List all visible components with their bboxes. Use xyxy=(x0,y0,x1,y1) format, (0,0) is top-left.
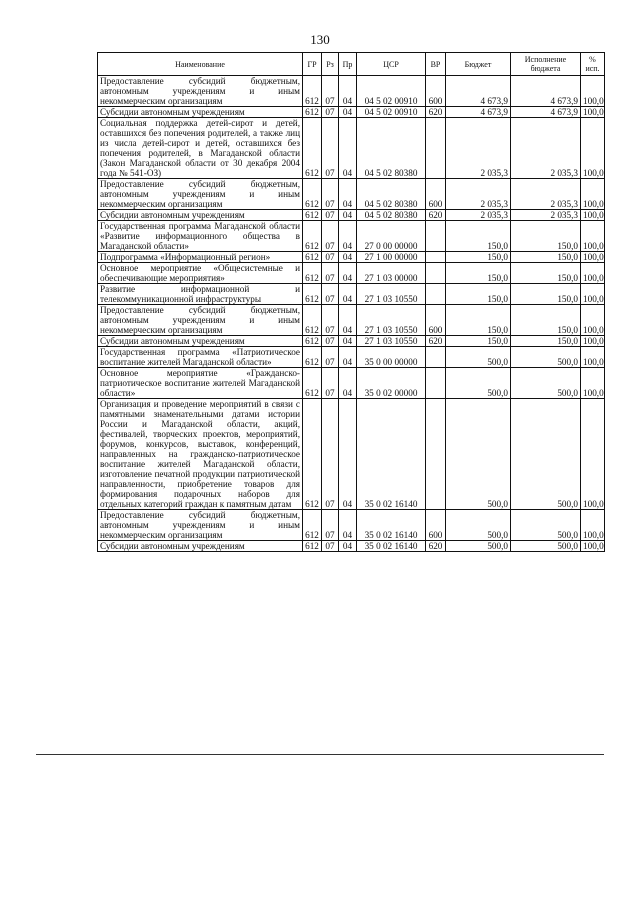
cell-pr: 04 xyxy=(339,107,357,118)
cell-budget: 500,0 xyxy=(446,510,511,541)
cell-budget: 2 035,3 xyxy=(446,118,511,179)
cell-percent: 100,0 xyxy=(581,252,605,263)
cell-name: Субсидии автономным учреждениям xyxy=(98,210,303,221)
cell-budget: 150,0 xyxy=(446,263,511,284)
cell-vr xyxy=(426,263,446,284)
cell-gr: 612 xyxy=(303,541,322,552)
cell-percent: 100,0 xyxy=(581,263,605,284)
cell-percent: 100,0 xyxy=(581,221,605,252)
table-row xyxy=(98,284,605,305)
cell-execution: 150,0 xyxy=(511,221,581,252)
cell-percent: 100,0 xyxy=(581,336,605,347)
cell-pr: 04 xyxy=(339,179,357,210)
cell-percent: 100,0 xyxy=(581,399,605,510)
cell-gr: 612 xyxy=(303,179,322,210)
cell-rz: 07 xyxy=(322,221,339,252)
cell-pr: 04 xyxy=(339,336,357,347)
cell-execution: 150,0 xyxy=(511,336,581,347)
cell-budget: 150,0 xyxy=(446,336,511,347)
cell-percent: 100,0 xyxy=(581,76,605,107)
table-row xyxy=(98,368,605,399)
cell-name: Развитие информационной и телекоммуникационной инфраструктуры xyxy=(98,284,303,305)
cell-rz: 07 xyxy=(322,179,339,210)
cell-pr: 04 xyxy=(339,263,357,284)
cell-pr: 04 xyxy=(339,284,357,305)
cell-execution: 150,0 xyxy=(511,252,581,263)
cell-rz: 07 xyxy=(322,210,339,221)
cell-vr xyxy=(426,252,446,263)
cell-csr: 27 1 03 10550 xyxy=(357,336,426,347)
cell-execution: 2 035,3 xyxy=(511,118,581,179)
table-row xyxy=(98,347,605,368)
table-row xyxy=(98,510,605,541)
cell-budget: 500,0 xyxy=(446,368,511,399)
header-csr: ЦСР xyxy=(357,53,426,76)
cell-csr: 27 1 03 10550 xyxy=(357,284,426,305)
cell-pr: 04 xyxy=(339,510,357,541)
cell-vr: 620 xyxy=(426,107,446,118)
cell-execution: 500,0 xyxy=(511,368,581,399)
cell-vr: 600 xyxy=(426,179,446,210)
cell-execution: 500,0 xyxy=(511,541,581,552)
cell-name: Предоставление субсидий бюджетным, автономным учреждениям и иным некоммерческим организациям xyxy=(98,179,303,210)
footer-divider xyxy=(36,754,604,755)
cell-gr: 612 xyxy=(303,347,322,368)
cell-gr: 612 xyxy=(303,336,322,347)
cell-gr: 612 xyxy=(303,263,322,284)
header-budget: Бюджет xyxy=(446,53,511,76)
table-row xyxy=(98,76,605,107)
cell-budget: 2 035,3 xyxy=(446,210,511,221)
cell-pr: 04 xyxy=(339,541,357,552)
cell-vr: 620 xyxy=(426,210,446,221)
cell-execution: 4 673,9 xyxy=(511,76,581,107)
cell-name: Основное мероприятие «Общесистемные и обеспечивающие мероприятия» xyxy=(98,263,303,284)
cell-pr: 04 xyxy=(339,305,357,336)
cell-gr: 612 xyxy=(303,368,322,399)
cell-rz: 07 xyxy=(322,541,339,552)
cell-percent: 100,0 xyxy=(581,305,605,336)
cell-percent: 100,0 xyxy=(581,541,605,552)
cell-budget: 150,0 xyxy=(446,252,511,263)
cell-gr: 612 xyxy=(303,210,322,221)
cell-execution: 150,0 xyxy=(511,305,581,336)
cell-pr: 04 xyxy=(339,399,357,510)
cell-gr: 612 xyxy=(303,252,322,263)
cell-vr xyxy=(426,399,446,510)
cell-pr: 04 xyxy=(339,368,357,399)
cell-gr: 612 xyxy=(303,76,322,107)
header-vr: ВР xyxy=(426,53,446,76)
cell-csr: 04 5 02 00910 xyxy=(357,107,426,118)
cell-vr xyxy=(426,347,446,368)
table-row xyxy=(98,107,605,118)
cell-rz: 07 xyxy=(322,347,339,368)
cell-percent: 100,0 xyxy=(581,347,605,368)
cell-budget: 500,0 xyxy=(446,541,511,552)
cell-name: Подпрограмма «Информационный регион» xyxy=(98,252,303,263)
header-name: Наименование xyxy=(98,53,303,76)
cell-csr: 27 0 00 00000 xyxy=(357,221,426,252)
cell-budget: 500,0 xyxy=(446,347,511,368)
cell-execution: 150,0 xyxy=(511,284,581,305)
cell-percent: 100,0 xyxy=(581,179,605,210)
header-execution: Исполнение бюджета xyxy=(511,53,581,76)
table-row xyxy=(98,210,605,221)
table-row xyxy=(98,221,605,252)
cell-rz: 07 xyxy=(322,368,339,399)
cell-pr: 04 xyxy=(339,76,357,107)
table-row xyxy=(98,118,605,179)
header-row xyxy=(98,53,605,76)
cell-budget: 150,0 xyxy=(446,221,511,252)
cell-name: Предоставление субсидий бюджетным, автономным учреждениям и иным некоммерческим организациям xyxy=(98,76,303,107)
cell-gr: 612 xyxy=(303,305,322,336)
cell-name: Государственная программа «Патриотическое воспитание жителей Магаданской области» xyxy=(98,347,303,368)
budget-table xyxy=(97,52,605,552)
cell-csr: 35 0 02 00000 xyxy=(357,368,426,399)
cell-execution: 500,0 xyxy=(511,399,581,510)
cell-budget: 150,0 xyxy=(446,305,511,336)
table-row xyxy=(98,252,605,263)
cell-budget: 150,0 xyxy=(446,284,511,305)
cell-name: Социальная поддержка детей-сирот и детей, оставшихся без попечения родителей, а также лиц из числа детей-сирот и детей, оставшихся без попечения родителей, в Магаданской области (Закон Магаданской области от 30 декабря 2004 года № 541-ОЗ) xyxy=(98,118,303,179)
table-row xyxy=(98,305,605,336)
cell-budget: 2 035,3 xyxy=(446,179,511,210)
cell-name: Субсидии автономным учреждениям xyxy=(98,541,303,552)
cell-rz: 07 xyxy=(322,399,339,510)
cell-csr: 27 1 03 10550 xyxy=(357,305,426,336)
cell-percent: 100,0 xyxy=(581,284,605,305)
cell-rz: 07 xyxy=(322,252,339,263)
table-header xyxy=(98,53,605,76)
cell-rz: 07 xyxy=(322,305,339,336)
cell-pr: 04 xyxy=(339,118,357,179)
cell-execution: 4 673,9 xyxy=(511,107,581,118)
cell-vr xyxy=(426,221,446,252)
cell-csr: 04 5 02 00910 xyxy=(357,76,426,107)
cell-gr: 612 xyxy=(303,284,322,305)
cell-pr: 04 xyxy=(339,347,357,368)
table-body xyxy=(98,76,605,552)
cell-execution: 150,0 xyxy=(511,263,581,284)
cell-rz: 07 xyxy=(322,76,339,107)
cell-gr: 612 xyxy=(303,221,322,252)
page-number: 130 xyxy=(310,32,330,47)
table-row xyxy=(98,399,605,510)
cell-gr: 612 xyxy=(303,107,322,118)
table-row xyxy=(98,263,605,284)
cell-percent: 100,0 xyxy=(581,210,605,221)
cell-csr: 35 0 02 16140 xyxy=(357,541,426,552)
cell-percent: 100,0 xyxy=(581,118,605,179)
cell-execution: 2 035,3 xyxy=(511,179,581,210)
cell-pr: 04 xyxy=(339,210,357,221)
cell-name: Предоставление субсидий бюджетным, автономным учреждениям и иным некоммерческим организациям xyxy=(98,510,303,541)
cell-csr: 35 0 02 16140 xyxy=(357,399,426,510)
cell-csr: 27 1 03 00000 xyxy=(357,263,426,284)
cell-percent: 100,0 xyxy=(581,510,605,541)
cell-csr: 35 0 00 00000 xyxy=(357,347,426,368)
header-percent: % исп. xyxy=(581,53,605,76)
cell-rz: 07 xyxy=(322,336,339,347)
cell-percent: 100,0 xyxy=(581,368,605,399)
cell-name: Государственная программа Магаданской области «Развитие информационного общества в Магаданской области» xyxy=(98,221,303,252)
cell-budget: 4 673,9 xyxy=(446,107,511,118)
cell-vr: 620 xyxy=(426,541,446,552)
cell-csr: 04 5 02 80380 xyxy=(357,179,426,210)
cell-rz: 07 xyxy=(322,263,339,284)
cell-vr xyxy=(426,368,446,399)
table-row xyxy=(98,179,605,210)
cell-rz: 07 xyxy=(322,118,339,179)
header-rz: Рз xyxy=(322,53,339,76)
cell-csr: 35 0 02 16140 xyxy=(357,510,426,541)
cell-vr: 620 xyxy=(426,336,446,347)
cell-rz: 07 xyxy=(322,510,339,541)
header-pr: Пр xyxy=(339,53,357,76)
cell-budget: 500,0 xyxy=(446,399,511,510)
cell-gr: 612 xyxy=(303,399,322,510)
cell-name: Организация и проведение мероприятий в связи с памятными знаменательными датами истории России и Магаданской области, акций, фестивалей, творческих проектов, мероприятий, форумов, конкурсов, выставок, конференций, направленных на гражданско-патриотическое воспитание жителей Магаданской области, изготовление печатной продукции патриотической направленности, приобретение товаров для формирования подарочных наборов для отдельных категорий граждан к памятным датам xyxy=(98,399,303,510)
cell-vr: 600 xyxy=(426,305,446,336)
cell-name: Предоставление субсидий бюджетным, автономным учреждениям и иным некоммерческим организациям xyxy=(98,305,303,336)
cell-budget: 4 673,9 xyxy=(446,76,511,107)
cell-execution: 2 035,3 xyxy=(511,210,581,221)
header-gr: ГР xyxy=(303,53,322,76)
table-row xyxy=(98,541,605,552)
cell-execution: 500,0 xyxy=(511,347,581,368)
cell-csr: 04 5 02 80380 xyxy=(357,118,426,179)
table-row xyxy=(98,336,605,347)
cell-name: Субсидии автономным учреждениям xyxy=(98,107,303,118)
cell-gr: 612 xyxy=(303,510,322,541)
cell-vr xyxy=(426,118,446,179)
cell-csr: 04 5 02 80380 xyxy=(357,210,426,221)
cell-rz: 07 xyxy=(322,284,339,305)
cell-name: Субсидии автономным учреждениям xyxy=(98,336,303,347)
cell-percent: 100,0 xyxy=(581,107,605,118)
cell-vr: 600 xyxy=(426,76,446,107)
cell-pr: 04 xyxy=(339,221,357,252)
cell-vr: 600 xyxy=(426,510,446,541)
cell-pr: 04 xyxy=(339,252,357,263)
cell-gr: 612 xyxy=(303,118,322,179)
cell-csr: 27 1 00 00000 xyxy=(357,252,426,263)
cell-rz: 07 xyxy=(322,107,339,118)
cell-execution: 500,0 xyxy=(511,510,581,541)
cell-name: Основное мероприятие «Гражданско-патриотическое воспитание жителей Магаданской области» xyxy=(98,368,303,399)
cell-vr xyxy=(426,284,446,305)
